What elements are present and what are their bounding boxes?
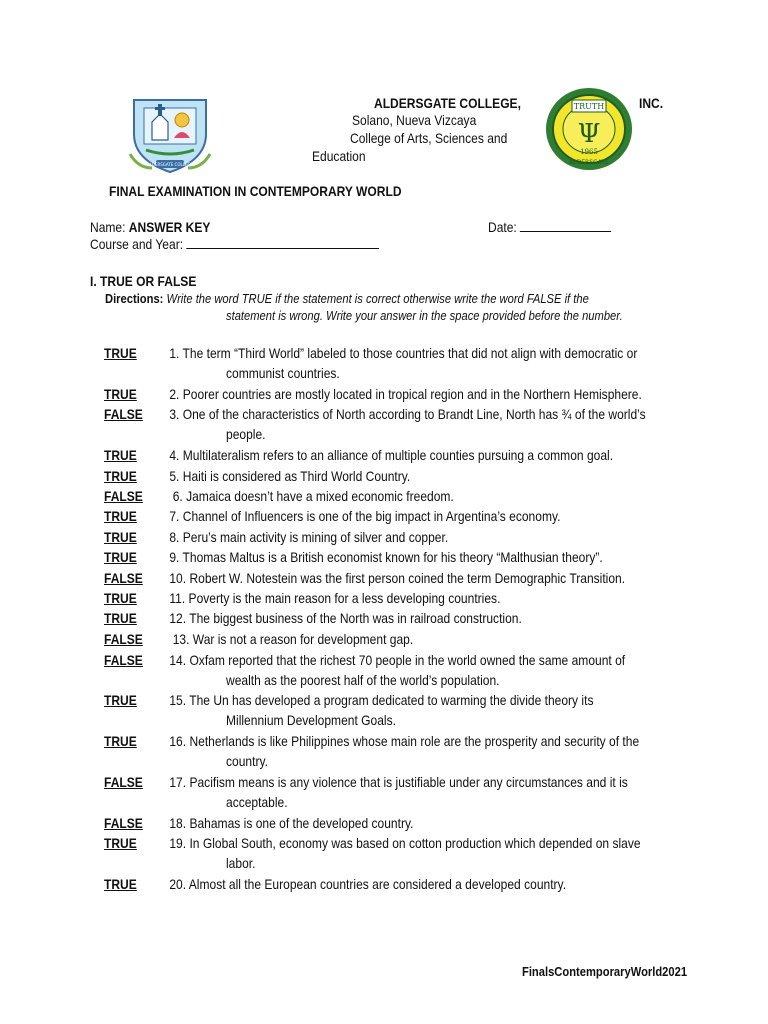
question-text-continuation: acceptable. xyxy=(226,794,288,810)
answer-blank[interactable]: FALSE xyxy=(104,631,143,647)
name-row xyxy=(90,219,210,235)
question-item xyxy=(104,506,560,526)
question-item xyxy=(104,731,639,751)
question-text: 9. Thomas Maltus is a British economist known for his theory “Malthusian theory”. xyxy=(169,549,603,565)
question-item xyxy=(104,833,641,853)
course-row xyxy=(90,236,379,252)
course-blank[interactable] xyxy=(186,248,379,249)
college-inc: INC. xyxy=(639,95,664,111)
answer-blank[interactable]: TRUE xyxy=(104,876,137,892)
question-text: 6. Jamaica doesn’t have a mixed economic freedom. xyxy=(169,488,454,504)
department-line-2: Education xyxy=(312,148,366,164)
question-item xyxy=(104,629,413,649)
question-text: 11. Poverty is the main reason for a less developing countries. xyxy=(169,590,501,606)
question-item xyxy=(104,588,500,608)
answer-blank[interactable]: FALSE xyxy=(104,488,143,504)
question-text: 19. In Global South, economy was based on cotton production which depended on slave xyxy=(169,835,641,851)
directions-line-1 xyxy=(105,291,589,306)
right-logo-bottom-text: ALDERSGATE xyxy=(569,159,609,166)
question-item xyxy=(104,690,593,710)
question-text-continuation: country. xyxy=(226,753,268,769)
question-text: 4. Multilateralism refers to an alliance of multiple counties pursuing a common goal. xyxy=(169,447,614,463)
directions-text-1: Write the word TRUE if the statement is correct otherwise write the word FALSE if the xyxy=(166,291,589,306)
question-text: 13. War is not a reason for development gap. xyxy=(169,631,414,647)
question-item xyxy=(104,813,413,833)
question-text-continuation: communist countries. xyxy=(226,365,340,381)
answer-blank[interactable]: FALSE xyxy=(104,815,143,831)
answer-blank[interactable]: FALSE xyxy=(104,570,143,586)
answer-blank[interactable]: TRUE xyxy=(104,345,137,361)
question-item xyxy=(104,486,454,506)
answer-blank[interactable]: FALSE xyxy=(104,406,143,422)
course-label: Course and Year: xyxy=(90,236,184,252)
answer-blank[interactable]: TRUE xyxy=(104,835,137,851)
name-label: Name: xyxy=(90,219,126,235)
question-text-continuation: people. xyxy=(226,426,266,442)
question-text: 10. Robert W. Notestein was the first person coined the term Demographic Transition. xyxy=(169,570,626,586)
directions-label: Directions: xyxy=(105,291,164,306)
question-text: 2. Poorer countries are mostly located in tropical region and in the Northern Hemisphere. xyxy=(169,386,642,402)
question-item xyxy=(104,527,448,547)
college-crest-logo xyxy=(126,94,214,174)
question-item xyxy=(104,404,646,424)
question-text-continuation: Millennium Development Goals. xyxy=(226,712,396,728)
date-row xyxy=(488,219,611,235)
right-logo-top-text: TRUTH xyxy=(573,102,605,111)
question-item xyxy=(104,874,566,894)
question-text: 16. Netherlands is like Philippines whose main role are the prosperity and security of the xyxy=(169,733,640,749)
name-value: ANSWER KEY xyxy=(128,219,211,235)
answer-blank[interactable]: TRUE xyxy=(104,692,137,708)
question-text-continuation: labor. xyxy=(226,855,256,871)
section-title: I. TRUE OR FALSE xyxy=(90,273,197,289)
directions-line-2: statement is wrong. Write your answer in the space provided before the number. xyxy=(226,308,623,323)
question-text: 8. Peru’s main activity is mining of silver and copper. xyxy=(169,529,449,545)
question-text: 20. Almost all the European countries are considered a developed country. xyxy=(169,876,567,892)
answer-blank[interactable]: TRUE xyxy=(104,447,137,463)
answer-blank[interactable]: FALSE xyxy=(104,652,143,668)
question-item xyxy=(104,772,628,792)
answer-blank[interactable]: TRUE xyxy=(104,386,137,402)
question-item xyxy=(104,568,625,588)
psi-symbol-icon: Ψ xyxy=(577,119,601,149)
date-label: Date: xyxy=(488,219,517,235)
question-text: 3. One of the characteristics of North according to Brandt Line, North has ¾ of the world’s xyxy=(169,406,646,422)
question-text: 7. Channel of Influencers is one of the big impact in Argentina’s economy. xyxy=(169,508,561,524)
question-item xyxy=(104,466,410,486)
question-item xyxy=(104,343,637,363)
date-blank[interactable] xyxy=(520,231,611,232)
question-text: 17. Pacifism means is any violence that is justifiable under any circumstances and it is xyxy=(169,774,628,790)
question-text: 18. Bahamas is one of the developed country. xyxy=(169,815,414,831)
exam-title: FINAL EXAMINATION IN CONTEMPORARY WORLD xyxy=(109,183,402,199)
college-address: Solano, Nueva Vizcaya xyxy=(352,112,477,128)
question-item xyxy=(104,608,522,628)
aldersgate-emblem-logo xyxy=(544,86,634,172)
question-item xyxy=(104,650,625,670)
question-item xyxy=(104,445,613,465)
answer-blank[interactable]: TRUE xyxy=(104,508,137,524)
question-item xyxy=(104,547,603,567)
answer-blank[interactable]: TRUE xyxy=(104,529,137,545)
left-logo-caption: ALDERSGATE COLLEGE xyxy=(146,162,194,167)
college-name: ALDERSGATE COLLEGE, xyxy=(374,95,521,111)
answer-blank[interactable]: TRUE xyxy=(104,468,137,484)
answer-blank[interactable]: TRUE xyxy=(104,733,137,749)
question-text: 1. The term “Third World” labeled to those countries that did not align with democratic or xyxy=(169,345,638,361)
department-line-1: College of Arts, Sciences and xyxy=(350,130,508,146)
question-item xyxy=(104,384,642,404)
footer-label: FinalsContemporaryWorld2021 xyxy=(522,964,688,979)
right-logo-year: 1965 xyxy=(580,148,598,156)
question-text: 15. The Un has developed a program dedicated to warming the divide theory its xyxy=(169,692,594,708)
question-text: 14. Oxfam reported that the richest 70 people in the world owned the same amount of xyxy=(169,652,626,668)
answer-blank[interactable]: FALSE xyxy=(104,774,143,790)
question-text-continuation: wealth as the poorest half of the world’s population. xyxy=(226,672,500,688)
answer-blank[interactable]: TRUE xyxy=(104,549,137,565)
answer-blank[interactable]: TRUE xyxy=(104,610,137,626)
question-text: 12. The biggest business of the North was in railroad construction. xyxy=(169,610,522,626)
answer-blank[interactable]: TRUE xyxy=(104,590,137,606)
question-text: 5. Haiti is considered as Third World Country. xyxy=(169,468,411,484)
